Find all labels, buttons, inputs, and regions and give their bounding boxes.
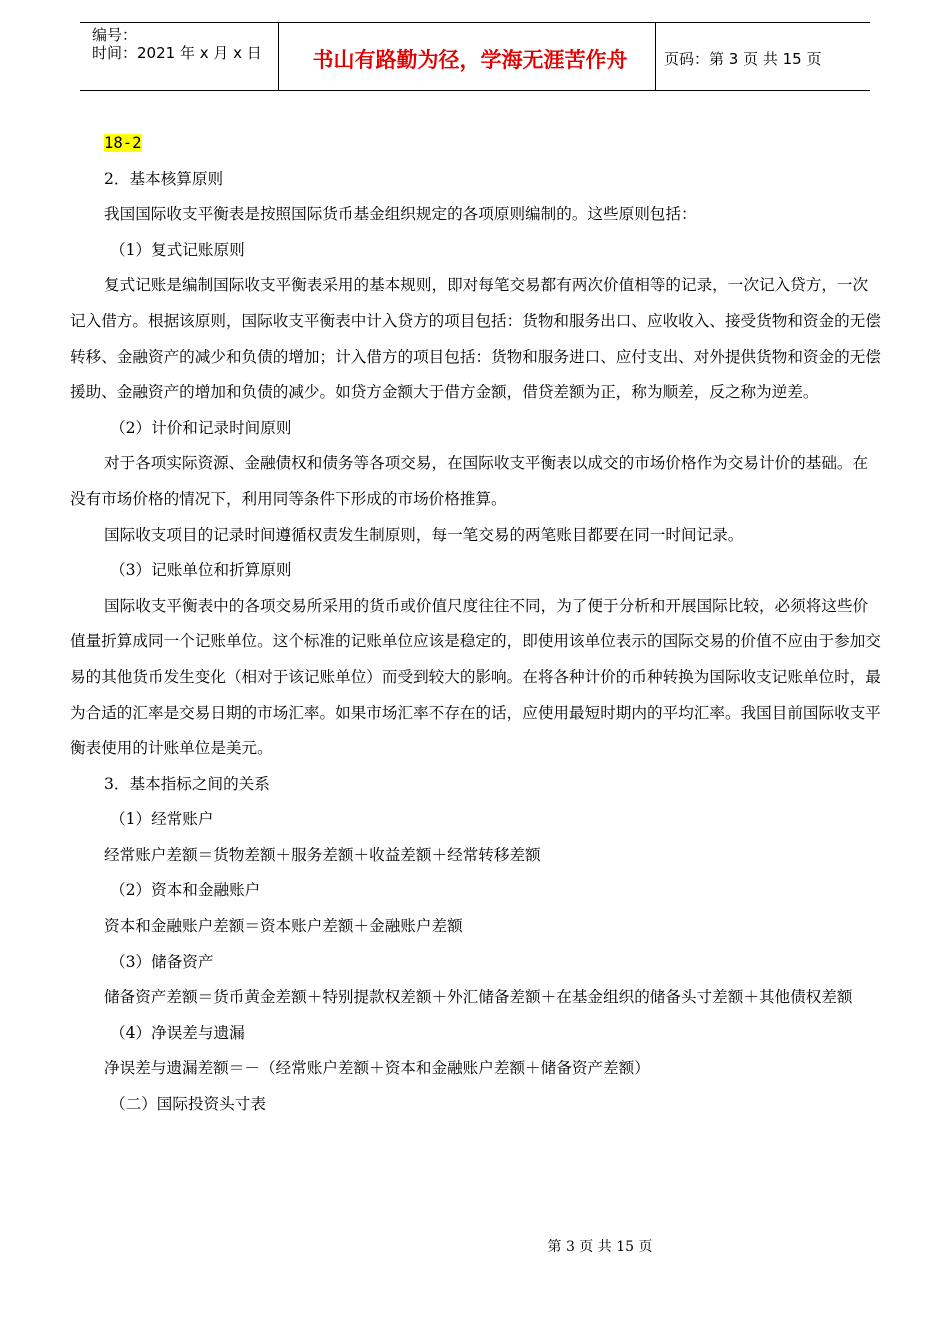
- paragraph-double-entry: 复式记账是编制国际收支平衡表采用的基本规则，即对每笔交易都有两次价值相等的记录，一次记入贷方，一次记入借方。根据该原则，国际收支平衡表中计入贷方的项目包括：货物和服务出口、应收收入、接受货物和资金的无偿转移、金融资产的减少和负债的增加；计入借方的项目包括：货物和服务进口、应付支出、对外提供货物和资金的无偿援助、金融资产的增加和负债的减少。如贷方金额大于借方金额，借贷差额为正，称为顺差，反之称为逆差。: [70, 276, 881, 402]
- subheading-unit-conversion: （3）记账单位和折算原则: [110, 561, 292, 580]
- section-tag: 18-2: [104, 134, 142, 152]
- document-body: [70, 126, 882, 1123]
- paragraph-intro: 我国国际收支平衡表是按照国际货币基金组织规定的各项原则编制的。这些原则包括：: [104, 205, 697, 224]
- header-page-info: 页码：第 3 页 共 15 页: [664, 50, 822, 68]
- subheading-valuation-timing: （2）计价和记录时间原则: [110, 418, 292, 437]
- heading-accounting-principles: 2．基本核算原则: [104, 169, 224, 188]
- header-top-rule: [80, 22, 870, 23]
- formula-errors-omissions: 净误差与遗漏差额＝－（经常账户差额＋资本和金融账户差额＋储备资产差额）: [104, 1059, 650, 1078]
- subheading-errors-omissions: （4）净误差与遗漏: [110, 1023, 245, 1042]
- subheading-current-account: （1）经常账户: [110, 810, 214, 829]
- header-motto: 书山有路勤为径，学海无涯苦作舟: [312, 48, 628, 72]
- subheading-reserve-assets: （3）储备资产: [110, 952, 214, 971]
- subheading-double-entry: （1）复式记账原则: [110, 240, 245, 259]
- heading-indicator-relations: 3．基本指标之间的关系: [104, 774, 270, 793]
- time-label: 时间：2021 年 x 月 x 日: [92, 44, 262, 62]
- paragraph-timing: 国际收支项目的记录时间遵循权责发生制原则，每一笔交易的两笔账目都要在同一时间记录。: [104, 525, 744, 544]
- serial-label: 编号：: [92, 26, 138, 44]
- paragraph-valuation: 对于各项实际资源、金融债权和债务等各项交易，在国际收支平衡表以成交的市场价格作为交易计价的基础。在没有市场价格的情况下，利用同等条件下形成的市场价格推算。: [70, 454, 869, 508]
- formula-current-account: 经常账户差额＝货物差额＋服务差额＋收益差额＋经常转移差额: [104, 845, 541, 864]
- header-meta: [92, 26, 262, 62]
- formula-reserve-assets: 储备资产差额＝货币黄金差额＋特别提款权差额＋外汇储备差额＋在基金组织的储备头寸差额＋其他债权差额: [104, 988, 853, 1007]
- paragraph-unit-conversion: 国际收支平衡表中的各项交易所采用的货币或价值尺度往往不同，为了便于分析和开展国际比较，必须将这些价值量折算成同一个记账单位。这个标准的记账单位应该是稳定的，即使用该单位表示的国际交易的价值不应由于参加交易的其他货币发生变化（相对于该记账单位）而受到较大的影响。在将各种计价的币种转换为国际收支记账单位时，最为合适的汇率是交易日期的市场汇率。如果市场汇率不存在的话，应使用最短时期内的平均汇率。我国目前国际收支平衡表使用的计账单位是美元。: [70, 596, 881, 758]
- subheading-capital-financial: （2）资本和金融账户: [110, 881, 261, 900]
- footer-page-number: 第 3 页 共 15 页: [547, 1239, 653, 1255]
- formula-capital-financial: 资本和金融账户差额＝资本账户差额＋金融账户差额: [104, 917, 463, 936]
- header-divider-right: [655, 22, 656, 90]
- header-bottom-rule: [80, 90, 870, 91]
- header-divider-left: [278, 22, 279, 90]
- page-footer: [0, 1236, 950, 1256]
- heading-investment-position: （二）国际投资头寸表: [110, 1095, 266, 1114]
